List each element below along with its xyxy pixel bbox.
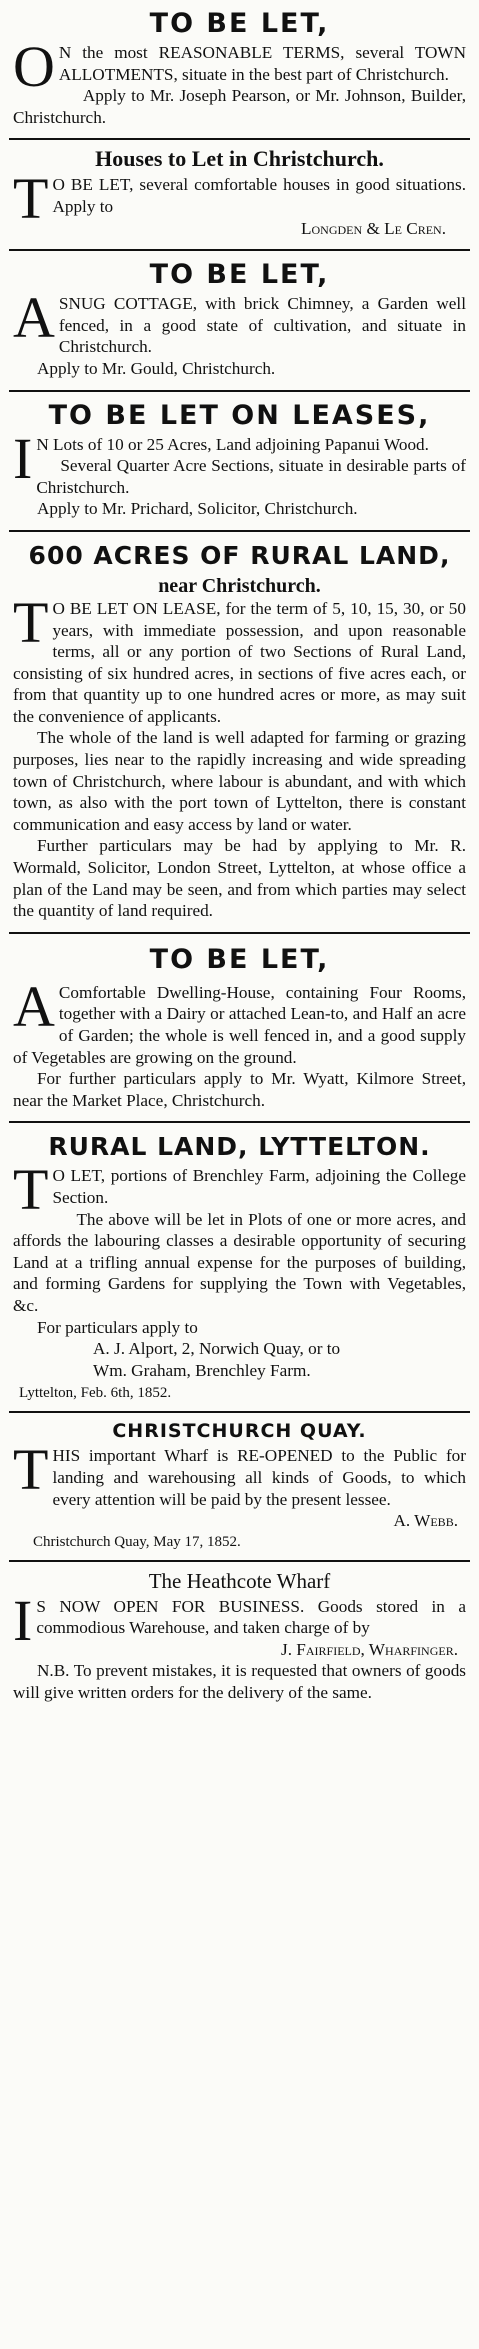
ad-apply-text: Apply to Mr. Prichard, Solicitor, Christchurch. (37, 499, 358, 519)
drop-cap: T (13, 1437, 49, 1503)
ad-lead-text: N Lots of 10 or 25 Acres, Land adjoining Papanui Wood. (36, 434, 429, 454)
ad-christchurch-quay (9, 1413, 470, 1551)
ad-heading: TO BE LET, (149, 943, 330, 975)
ad-paragraph: The whole of the land is well adapted for farming or grazing purposes, lies near to the rapidly increasing and wide spreading town of Christchurch, where labour is abundant, and with which town, as also with the port town of Lyttelton, there is constant communication and easy access by land or water. (13, 728, 466, 834)
drop-cap: A (13, 973, 55, 1039)
drop-cap: T (13, 589, 49, 655)
ad-heading: Houses to Let in Christchurch. (95, 146, 384, 172)
ad-houses-to-let (9, 140, 470, 239)
drop-cap: I (13, 1587, 33, 1653)
drop-cap: T (13, 166, 49, 232)
ad-rural-land-600-acres (9, 532, 470, 922)
ad-lead-text: O LET, portions of Brenchley Farm, adjoining the College Section. (52, 1166, 466, 1207)
ad-lead-text: O BE LET, several comfortable houses in good situations. Apply to (52, 175, 466, 216)
drop-cap: A (13, 285, 55, 351)
drop-cap: T (13, 1157, 49, 1223)
ad-contact: Wm. Graham, Brenchley Farm. (93, 1360, 311, 1380)
ad-heading: CHRISTCHURCH QUAY. (112, 1420, 367, 1443)
ad-subheading: near Christchurch. (158, 574, 321, 597)
newspaper-column (9, 0, 470, 1704)
ad-heading: TO BE LET, (149, 8, 330, 39)
ad-heading: TO BE LET, (149, 259, 330, 291)
ad-note: N.B. To prevent mistakes, it is requested that owners of goods will give written orders for the delivery of the same. (13, 1661, 466, 1703)
ad-paragraph: For particulars apply to (37, 1317, 198, 1337)
ad-contact: A. J. Alport, 2, Norwich Quay, or to (93, 1339, 341, 1359)
ad-rural-land-lyttelton (9, 1123, 470, 1403)
ad-date: Lyttelton, Feb. 6th, 1852. (19, 1385, 172, 1402)
ad-heading: TO BE LET ON LEASES, (48, 399, 431, 431)
ad-to-be-let-allotments (9, 0, 470, 128)
ad-lead-text: Comfortable Dwelling-House, containing Four Rooms, together with a Dairy or attached Lean-to, and Half an acre of Garden; the whole is well fenced in, and a good supply of Vegetables are growing on the ground. (13, 982, 466, 1067)
ad-leases (9, 392, 470, 520)
ad-body (13, 1437, 466, 1510)
ad-signature: J. Fairfield, Wharfinger. (281, 1639, 458, 1659)
ad-body (13, 1157, 466, 1223)
drop-cap: O (13, 34, 55, 99)
ad-lead-text: SNUG COTTAGE, with brick Chimney, a Garden well fenced, in a good state of cultivation, and situate in Christchurch. (58, 294, 466, 357)
ad-apply-text: Apply to Mr. Joseph Pearson, or Mr. Johnson, Builder, Christchurch. (13, 86, 466, 127)
ad-date: Christchurch Quay, May 17, 1852. (33, 1533, 241, 1550)
ad-heading: The Heathcote Wharf (148, 1568, 331, 1593)
ad-body (13, 589, 466, 728)
ad-paragraph: The above will be let in Plots of one or more acres, and affords the labouring classes a desirable opportunity of securing Land at a trifling annual expense for the purposes of building, and forming Gardens for supplying the Town with Vegetables, &c. (13, 1209, 466, 1315)
ad-heathcote-wharf (9, 1562, 470, 1704)
ad-dwelling-house (9, 934, 470, 1112)
ad-paragraph: For further particulars apply to Mr. Wyatt, Kilmore Street, near the Market Place, Christchurch. (13, 1069, 466, 1110)
ad-lead-text: O BE LET ON LEASE, for the term of 5, 10, 15, 30, or 50 years, with immediate possession, and upon reasonable terms, all or any portion of two Sections of Rural Land, consisting of six hundred acres, in sections of five acres each, or from that quantity up to one hundred acres or more, as may suit the convenience of applicants. (13, 598, 466, 726)
ad-snug-cottage (9, 251, 470, 379)
ad-apply-text: Apply to Mr. Gould, Christchurch. (37, 358, 276, 378)
ad-body (13, 34, 466, 99)
ad-body (13, 973, 466, 1068)
drop-cap: I (13, 425, 33, 491)
ad-paragraph: Several Quarter Acre Sections, situate in desirable parts of Christchurch. (36, 456, 466, 497)
ad-heading: 600 ACRES OF RURAL LAND, (28, 540, 451, 570)
ad-lead-text: N the most REASONABLE TERMS, several TOWN ALLOTMENTS, situate in the best part of Christchurch. (58, 43, 466, 84)
ad-body (13, 285, 466, 358)
ad-lead-text: HIS important Wharf is RE-OPENED to the Public for landing and warehousing all kinds of Goods, to which every attention will be paid by the present lessee. (52, 1446, 466, 1509)
ad-heading: RURAL LAND, LYTTELTON. (48, 1132, 431, 1162)
ad-signature: Longden & Le Cren. (300, 218, 446, 238)
ad-lead-text: S NOW OPEN FOR BUSINESS. Goods stored in a commodious Warehouse, and taken charge of by (36, 1596, 466, 1638)
ad-signature: A. Webb. (393, 1511, 458, 1531)
ad-paragraph: Further particulars may be had by applying to Mr. R. Wormald, Solicitor, London Street, Lyttelton, at whose office a plan of the Land may be seen, and from which parties may select the quantity of land required. (13, 836, 466, 921)
